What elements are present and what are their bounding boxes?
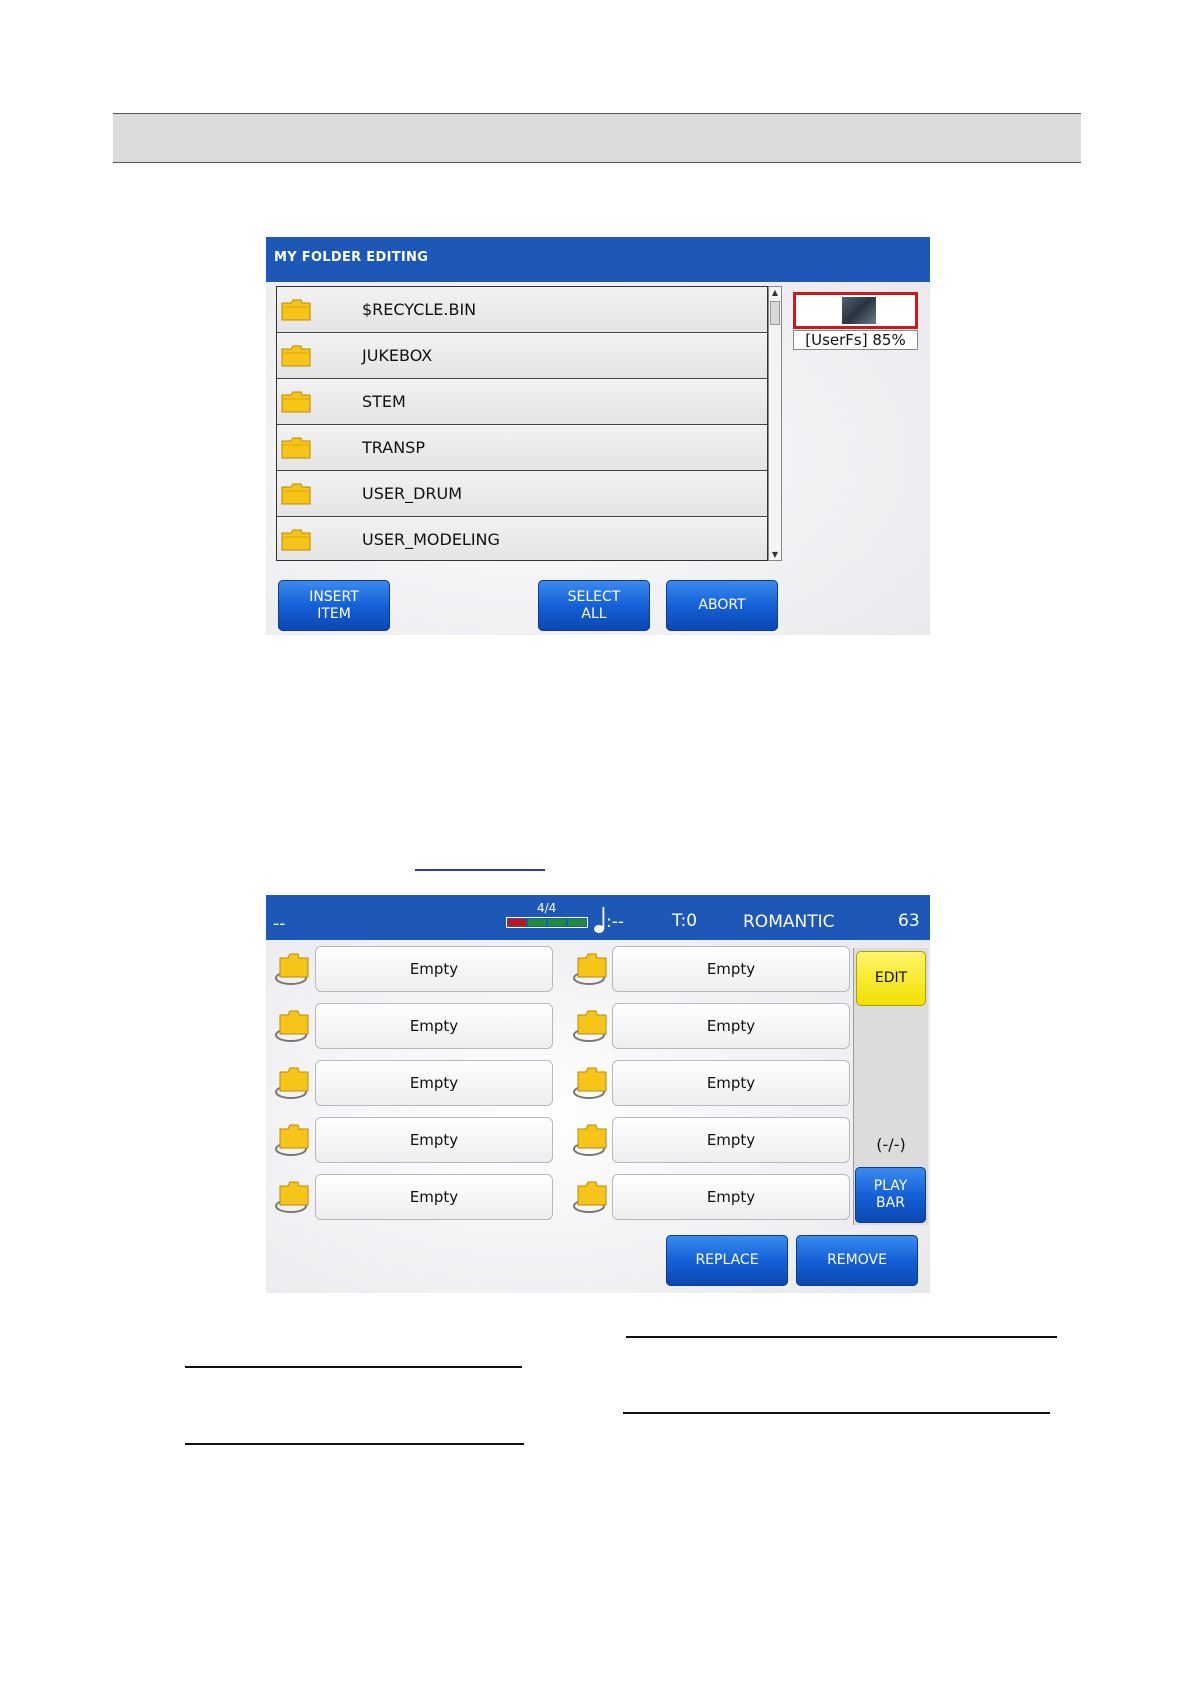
folder-row[interactable]: [277, 517, 767, 560]
tempo-value: :--: [606, 912, 624, 932]
section-header-band: [113, 113, 1081, 163]
folder-icon: [281, 345, 311, 367]
folder-disk-icon: [274, 1006, 312, 1044]
folder-disk-icon: [572, 1006, 610, 1044]
slot-button[interactable]: Empty: [612, 1003, 850, 1049]
folder-icon: [281, 391, 311, 413]
underline-rule: [185, 1366, 522, 1368]
style-number: 63: [898, 911, 920, 931]
replace-button[interactable]: [666, 1235, 788, 1286]
folder-name: USER_DRUM: [362, 484, 463, 503]
screen-title: MY FOLDER EDITING: [266, 237, 930, 282]
beat-indicator: [548, 919, 566, 926]
time-signature: 4/4: [537, 901, 557, 915]
folder-disk-icon: [572, 1120, 610, 1158]
slot-button[interactable]: Empty: [315, 1060, 553, 1106]
slot-button[interactable]: Empty: [315, 1003, 553, 1049]
folder-icon: [281, 529, 311, 551]
folder-list: [276, 286, 768, 561]
underline-rule: [185, 1443, 524, 1445]
folder-name: USER_MODELING: [362, 530, 500, 549]
folder-icon: [281, 483, 311, 505]
folder-name: STEM: [362, 392, 406, 411]
beat-indicator: [508, 919, 526, 926]
select-all-label-line1: SELECT: [567, 588, 621, 605]
scrollbar-thumb[interactable]: [770, 301, 780, 325]
scroll-down-icon[interactable]: ▼: [771, 550, 779, 559]
scroll-up-icon[interactable]: ▲: [771, 288, 779, 297]
storage-device-selector[interactable]: [793, 292, 918, 329]
beat-meter: [506, 917, 588, 928]
hyperlink-underline[interactable]: [415, 869, 545, 871]
folder-list-scrollbar[interactable]: [768, 286, 782, 561]
folder-icon: [281, 437, 311, 459]
music-note-icon: [594, 906, 606, 934]
folder-disk-icon: [274, 1063, 312, 1101]
status-left: --: [273, 914, 286, 934]
player-screen: [266, 895, 930, 1293]
folder-disk-icon: [572, 1063, 610, 1101]
storage-usage-label: [UserFs] 85%: [793, 330, 918, 350]
abort-button[interactable]: [666, 580, 778, 631]
slot-button[interactable]: Empty: [612, 1117, 850, 1163]
slot-button[interactable]: Empty: [315, 1117, 553, 1163]
folder-icon: [281, 299, 311, 321]
select-all-label-line2: ALL: [581, 605, 607, 622]
bar-position: (-/-): [876, 1135, 906, 1154]
folder-row[interactable]: [277, 287, 767, 333]
folder-row[interactable]: [277, 425, 767, 471]
my-folder-editing-screen: [266, 237, 930, 635]
remove-label: REMOVE: [827, 1252, 887, 1268]
folder-row[interactable]: [277, 333, 767, 379]
play-bar-label-line1: PLAY: [873, 1178, 908, 1194]
slot-button[interactable]: Empty: [315, 1174, 553, 1220]
insert-item-label-line2: ITEM: [317, 605, 351, 622]
folder-disk-icon: [572, 1177, 610, 1215]
folder-row[interactable]: [277, 379, 767, 425]
folder-disk-icon: [274, 1177, 312, 1215]
slot-button[interactable]: Empty: [612, 1174, 850, 1220]
folder-disk-icon: [572, 949, 610, 987]
folder-name: $RECYCLE.BIN: [362, 300, 477, 319]
folder-name: JUKEBOX: [362, 346, 433, 365]
folder-row[interactable]: [277, 471, 767, 517]
remove-button[interactable]: [796, 1235, 918, 1286]
slot-button[interactable]: Empty: [315, 946, 553, 992]
style-name: ROMANTIC: [743, 912, 835, 932]
underline-rule: [626, 1336, 1057, 1338]
transpose-value: T:0: [672, 911, 698, 931]
folder-disk-icon: [274, 1120, 312, 1158]
insert-item-label-line1: INSERT: [309, 588, 359, 605]
beat-indicator: [528, 919, 546, 926]
folder-disk-icon: [274, 949, 312, 987]
insert-item-button[interactable]: [278, 580, 390, 631]
play-bar-label-line2: BAR: [876, 1195, 905, 1211]
beat-indicator: [568, 919, 586, 926]
play-bar-button[interactable]: [855, 1167, 926, 1223]
abort-label: ABORT: [698, 597, 746, 613]
slot-button[interactable]: Empty: [612, 946, 850, 992]
memory-chip-icon: [842, 297, 876, 324]
folder-name: TRANSP: [362, 438, 425, 457]
status-bar: [266, 895, 930, 940]
slot-button[interactable]: Empty: [612, 1060, 850, 1106]
underline-rule: [623, 1412, 1050, 1414]
select-all-button[interactable]: [538, 580, 650, 631]
replace-label: REPLACE: [695, 1252, 759, 1268]
edit-button[interactable]: EDIT: [856, 951, 926, 1006]
